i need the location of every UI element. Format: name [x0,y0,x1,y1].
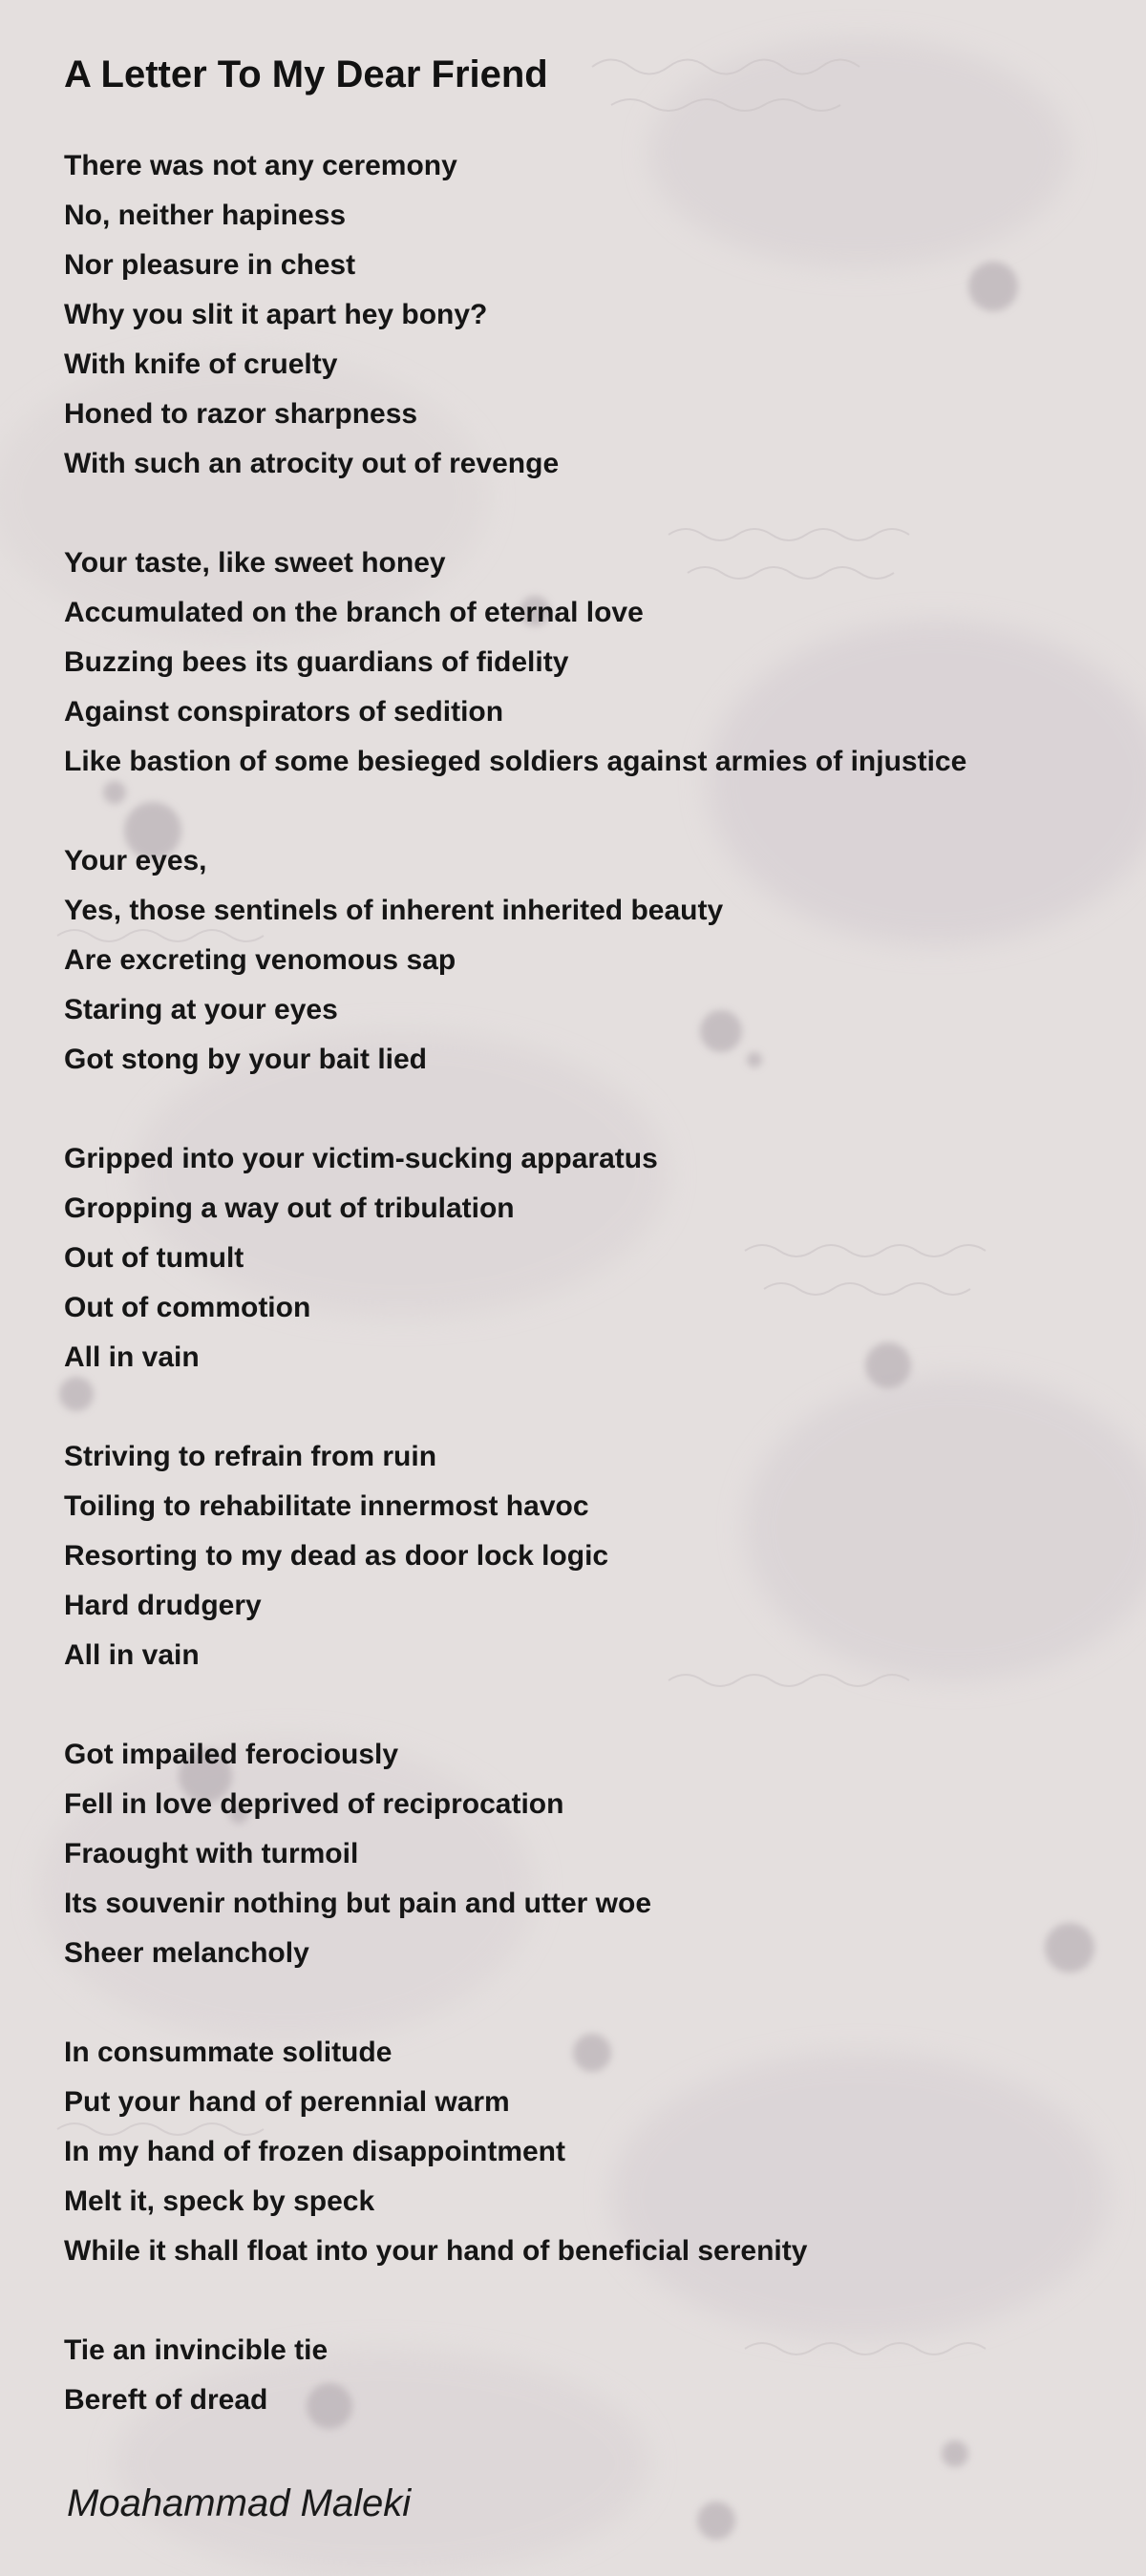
verse-line: Your taste, like sweet honey [64,547,446,579]
verse-line: Staring at your eyes [64,994,338,1025]
poem-author: Moahammad Maleki [67,2482,412,2524]
verse-line: Are excreting venomous sap [64,944,456,976]
verse-line: Buzzing bees its guardians of fidelity [64,646,569,678]
verse-line: Toiling to rehabilitate innermost havoc [64,1490,589,1522]
stanza [64,1432,1124,1680]
poem-title: A Letter To My Dear Friend [64,53,548,95]
verse-line: In my hand of frozen disappointment [64,2136,565,2167]
verse-line: No, neither hapiness [64,200,347,231]
poem-body [64,141,1124,2475]
verse-line: While it shall float into your hand of beneficial serenity [64,2235,808,2267]
verse-line: Sheer melancholy [64,1937,309,1969]
stanza [64,1730,1124,1978]
verse-line: Fraought with turmoil [64,1838,359,1869]
stanza [64,1134,1124,1383]
verse-line: Fell in love deprived of reciprocation [64,1788,564,1820]
verse-line: Your eyes, [64,845,207,876]
verse-line: Got impailed ferociously [64,1739,399,1770]
stanza [64,141,1124,489]
verse-line: With knife of cruelty [64,348,338,380]
verse-line: Got stong by your bait lied [64,1044,428,1075]
verse-line: Hard drudgery [64,1590,262,1621]
verse-line: Out of tumult [64,1242,244,1274]
verse-line: In consummate solitude [64,2037,393,2068]
stanza [64,538,1124,787]
verse-line: Gropping a way out of tribulation [64,1193,515,1224]
stanza [64,2028,1124,2276]
verse-line: Like bastion of some besieged soldiers against armies of injustice [64,746,967,777]
verse-line: Tie an invincible tie [64,2334,329,2366]
verse-line: Yes, those sentinels of inherent inherited beauty [64,895,724,926]
verse-line: Accumulated on the branch of eternal love [64,597,644,628]
verse-line: With such an atrocity out of revenge [64,448,560,479]
verse-line: All in vain [64,1341,200,1373]
verse-line: Honed to razor sharpness [64,398,418,430]
verse-line: Why you slit it apart hey bony? [64,299,488,330]
verse-line: Out of commotion [64,1292,311,1323]
stanza [64,2326,1124,2425]
stanza [64,836,1124,1085]
verse-line: Melt it, speck by speck [64,2185,375,2217]
verse-line: Resorting to my dead as door lock logic [64,1540,609,1572]
verse-line: Gripped into your victim-sucking apparatus [64,1143,658,1174]
verse-line: All in vain [64,1639,200,1671]
verse-line: Nor pleasure in chest [64,249,356,281]
verse-line: Against conspirators of sedition [64,696,504,728]
verse-line: Bereft of dread [64,2384,268,2416]
verse-line: Put your hand of perennial warm [64,2086,510,2118]
verse-line: Striving to refrain from ruin [64,1441,437,1472]
verse-line: Its souvenir nothing but pain and utter woe [64,1888,651,1919]
verse-line: There was not any ceremony [64,150,457,181]
